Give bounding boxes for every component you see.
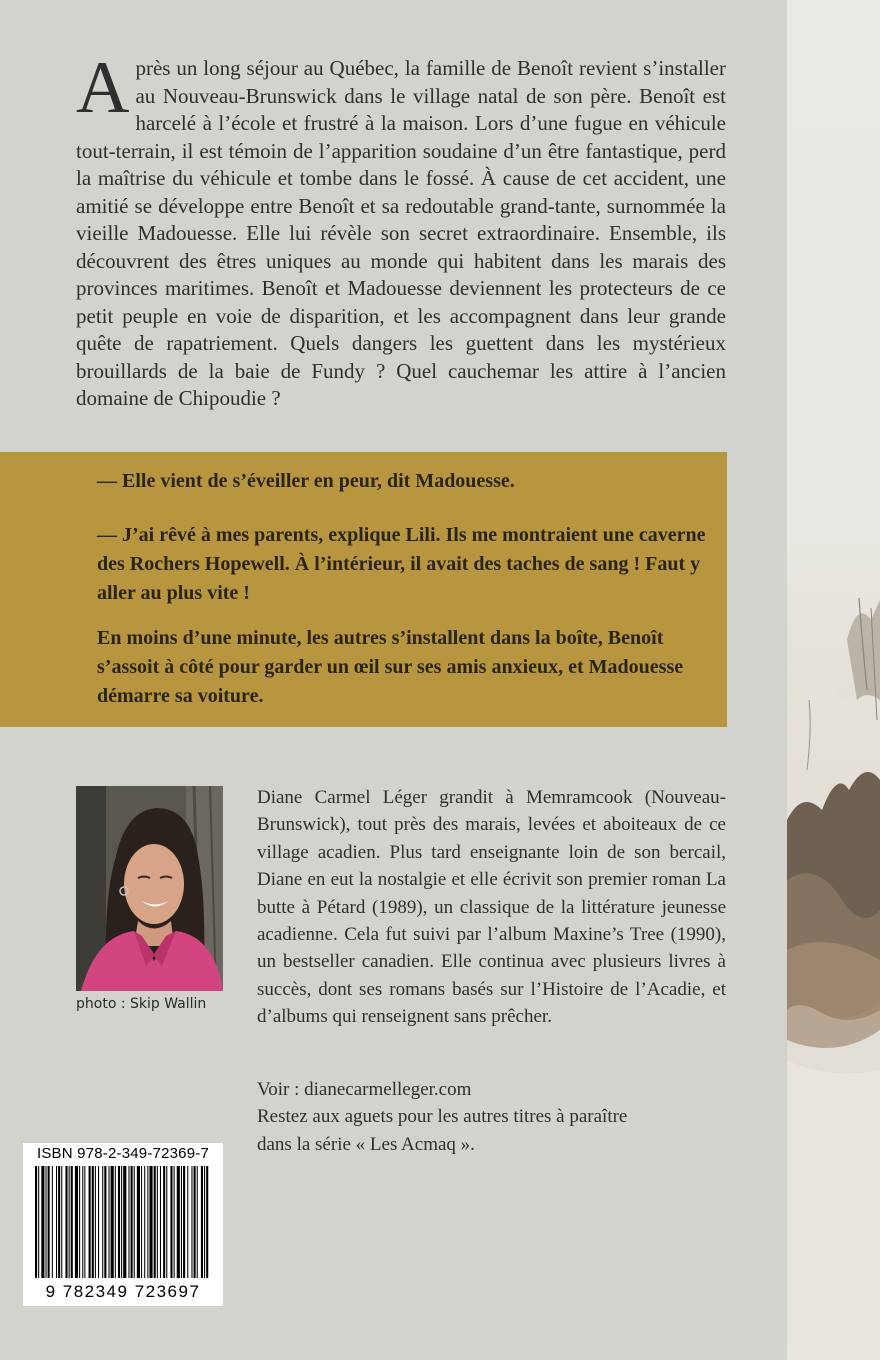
misty-landscape-illustration [787,0,880,1360]
barcode-bar [187,1166,188,1278]
barcode-bar [141,1166,142,1278]
barcode-bar [137,1166,140,1278]
barcode-bar [128,1166,129,1278]
barcode-bar [89,1166,91,1278]
barcode-bar [65,1166,67,1278]
barcode-bar [201,1166,203,1278]
barcode-bar [104,1166,106,1278]
barcode-bar [170,1166,172,1278]
barcode-bar [177,1166,180,1278]
barcode-bar [163,1166,165,1278]
barcode-bar [95,1166,96,1278]
barcode-icon [33,1166,213,1284]
barcode-bar [92,1166,94,1278]
barcode-bar [98,1166,99,1278]
barcode-bar [181,1166,182,1278]
barcode-bar [109,1166,110,1278]
barcode-bar [206,1166,208,1278]
barcode-bar [147,1166,148,1278]
barcode-bar [160,1166,161,1278]
barcode-bar [35,1166,37,1278]
excerpt-box [0,452,727,727]
barcode-bar [58,1166,60,1278]
barcode-bar [149,1166,152,1278]
barcode-bar [197,1166,198,1278]
barcode-bar [123,1166,126,1278]
back-cover-blurb [76,47,726,413]
barcode-bar [38,1166,39,1278]
photo-credit: photo : Skip Wallin [76,996,207,1012]
barcode-digits: 9 782349 723697 [45,1282,201,1301]
author-photo [76,786,223,991]
excerpt-paragraph-3: En moins d’une minute, les autres s’installent dans la boîte, Benoît s’assoit à côté pour garder un œil sur ses amis anxieux, et Madouesse démarre sa voiture. [97,627,684,707]
author-links [257,1076,726,1158]
author-bio: Diane Carmel Léger grandit à Memramcook (Nouveau-Brunswick), tout près des marais, levées et aboiteaux de ce village acadien. Plus tard enseignante loin de son bercail, Diane en eut la nostalgie et elle écrivit son premier roman La butte à Pétard (1989), un classique de la littérature jeunesse acadienne. Cela fut suivi par l’album Maxine’s Tree (1990), un bestseller canadien. Elle continua avec plusieurs livres à succès, dont ses romans basés sur l’Histoire de l’Acadie, et d’albums qui renseignent sans prêcher. [257,787,726,1028]
barcode-bar [115,1166,116,1278]
barcode-bar [194,1166,196,1278]
barcode-bar [121,1166,122,1278]
barcode-bar [71,1166,73,1278]
barcode-bar [41,1166,44,1278]
barcode-bar [154,1166,156,1278]
barcode-bar [134,1166,135,1278]
barcode-bar [48,1166,50,1278]
barcode-bar [204,1166,205,1278]
series-note-line-2: dans la série « Les Acmaq ». [257,1133,475,1155]
drop-cap: A [76,47,130,129]
barcode-bar [69,1166,70,1278]
barcode-bar [191,1166,192,1278]
barcode-bar [111,1166,114,1278]
barcode-bar [79,1166,80,1278]
isbn-label: ISBN 978-2-349-72369-7 [36,1145,209,1162]
barcode-bar [102,1166,103,1278]
barcode-bar [166,1166,167,1278]
series-note-line-1: Restez aux aguets pour les autres titres à paraître [257,1106,628,1128]
barcode-bar [52,1166,53,1278]
author-portrait-image [76,786,223,991]
barcode-bar [131,1166,133,1278]
barcode-bar [46,1166,47,1278]
barcode-bar [84,1166,85,1278]
barcode-bar [75,1166,78,1278]
isbn-barcode-panel [23,1143,223,1306]
barcode-bar [61,1166,62,1278]
barcode-bar [118,1166,120,1278]
author-website: Voir : dianecarmelleger.com [257,1079,472,1100]
barcode-bar [157,1166,158,1278]
barcode-bar [144,1166,145,1278]
barcode-bar [56,1166,57,1278]
cover-art-strip [787,0,880,1360]
excerpt-paragraph-2: — J’ai rêvé à mes parents, explique Lili. Ils me montraient une caverne des Rochers Hopewell. À l’intérieur, il avait des taches de sang ! Faut y aller au plus vite ! [97,524,706,604]
blurb-text: près un long séjour au Québec, la famille de Benoît revient s’installer au Nouveau-Brunswick dans le village natal de son père. Benoît est harcelé à l’école et frustré à la maison. Lors d’une fugue en véhicule tout-terrain, il est témoin de l’apparition soudaine d’un être fantastique, perd la maîtrise du véhicule et tombe dans le fossé. À cause de cet accident, une amitié se développe entre Benoît et sa redoutable grand-tante, surnommée la vieille Madouesse. Elle lui révèle son secret extraordinaire. Ensemble, ils découvrent des êtres uniques au monde qui habitent dans les marais des provinces maritimes. Benoît et Madouesse deviennent les protecteurs de ce petit peuple en voie de disparition, et les accompagnent dans leur grande quête de rapatriement. Quels dangers les guettent dans les mystérieux brouillards de la baie de Fundy ? Quel cauchemar les attire à l’ancien domaine de Chipoudie ? [76,56,726,410]
excerpt-paragraph-1: — Elle vient de s’éveiller en peur, dit Madouesse. [97,470,515,492]
barcode-bar [82,1166,83,1278]
barcode-bar [174,1166,175,1278]
barcode-bar [183,1166,185,1278]
